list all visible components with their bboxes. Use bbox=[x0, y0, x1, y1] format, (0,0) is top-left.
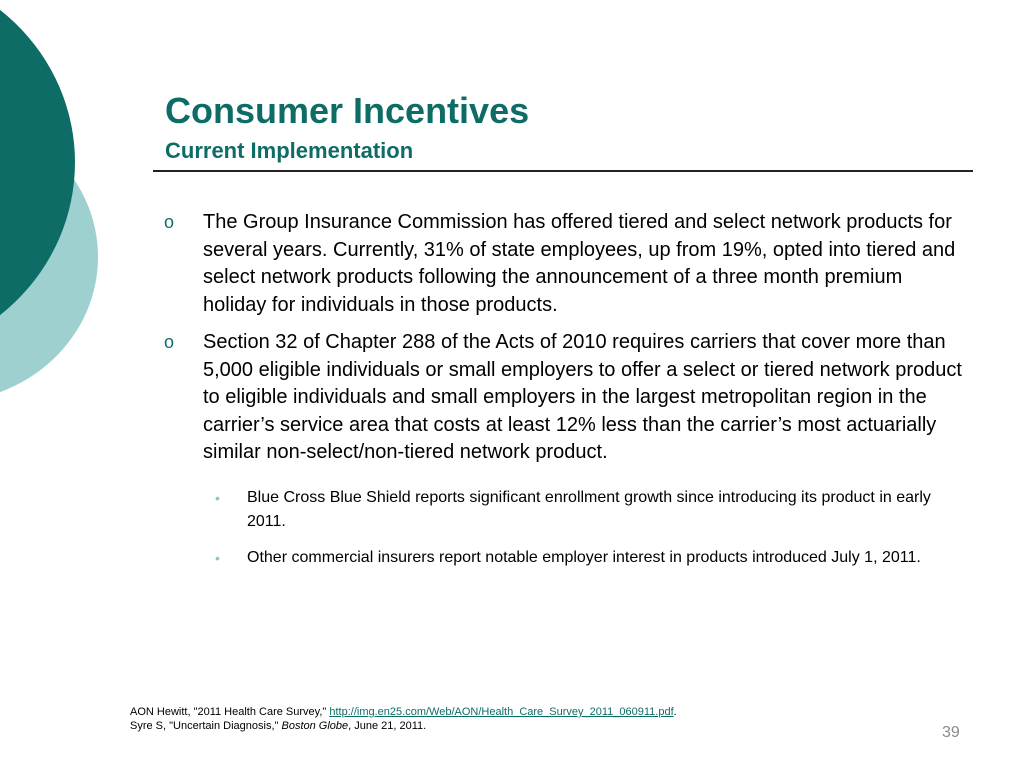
bullet-item bbox=[160, 209, 970, 319]
dot-bullet-icon: • bbox=[215, 489, 220, 506]
footnote-globe-text: Syre S, "Uncertain Diagnosis," bbox=[130, 720, 282, 732]
bullet-text: The Group Insurance Commission has offered tiered and select network products for several years. Currently, 31% of state employees, up from 19%, opted into tiered and select network products following the announcement of a three month premium holiday for individuals in those products. bbox=[203, 211, 956, 316]
sub-bullet-list bbox=[160, 486, 970, 570]
bullet-item bbox=[160, 329, 970, 467]
bullet-text: Section 32 of Chapter 288 of the Acts of 2010 requires carriers that cover more than 5,000 eligible individuals or small employers to offer a select or tiered network product to eligible individuals and small employers in the largest metropolitan region in the carrier’s service area that costs at least 12% less than the carrier’s most actuarially similar non-select/non-tiered network product. bbox=[203, 331, 962, 463]
footnote-globe-suffix: , June 21, 2011. bbox=[348, 720, 427, 732]
sub-bullet-text: Other commercial insurers report notable employer interest in products introduced July 1, 2011. bbox=[247, 548, 921, 566]
footnote-aon-text: AON Hewitt, "2011 Health Care Survey," bbox=[130, 706, 330, 718]
sub-bullet-item bbox=[160, 486, 957, 534]
survey-link[interactable]: http://img.en25.com/Web/AON/Health_Care_Survey_2011_060911.pdf bbox=[329, 706, 674, 718]
footnote-aon-suffix: . bbox=[673, 706, 677, 718]
footnote-globe-publication: Boston Globe bbox=[281, 720, 349, 732]
footnote-aon bbox=[130, 705, 677, 719]
dot-bullet-icon: • bbox=[215, 549, 220, 566]
slide-body bbox=[160, 209, 970, 582]
sub-bullet-item bbox=[160, 546, 957, 570]
hollow-circle-bullet-icon: o bbox=[164, 212, 175, 232]
hollow-circle-bullet-icon: o bbox=[164, 332, 175, 352]
footnote-globe bbox=[130, 719, 677, 733]
title-divider bbox=[153, 170, 973, 172]
slide-title: Consumer Incentives bbox=[165, 90, 530, 131]
page-number: 39 bbox=[942, 724, 960, 741]
sub-bullet-text: Blue Cross Blue Shield reports significant enrollment growth since introducing its product in early 2011. bbox=[247, 488, 931, 530]
footnotes bbox=[130, 705, 677, 733]
slide-subtitle: Current Implementation bbox=[165, 138, 414, 163]
